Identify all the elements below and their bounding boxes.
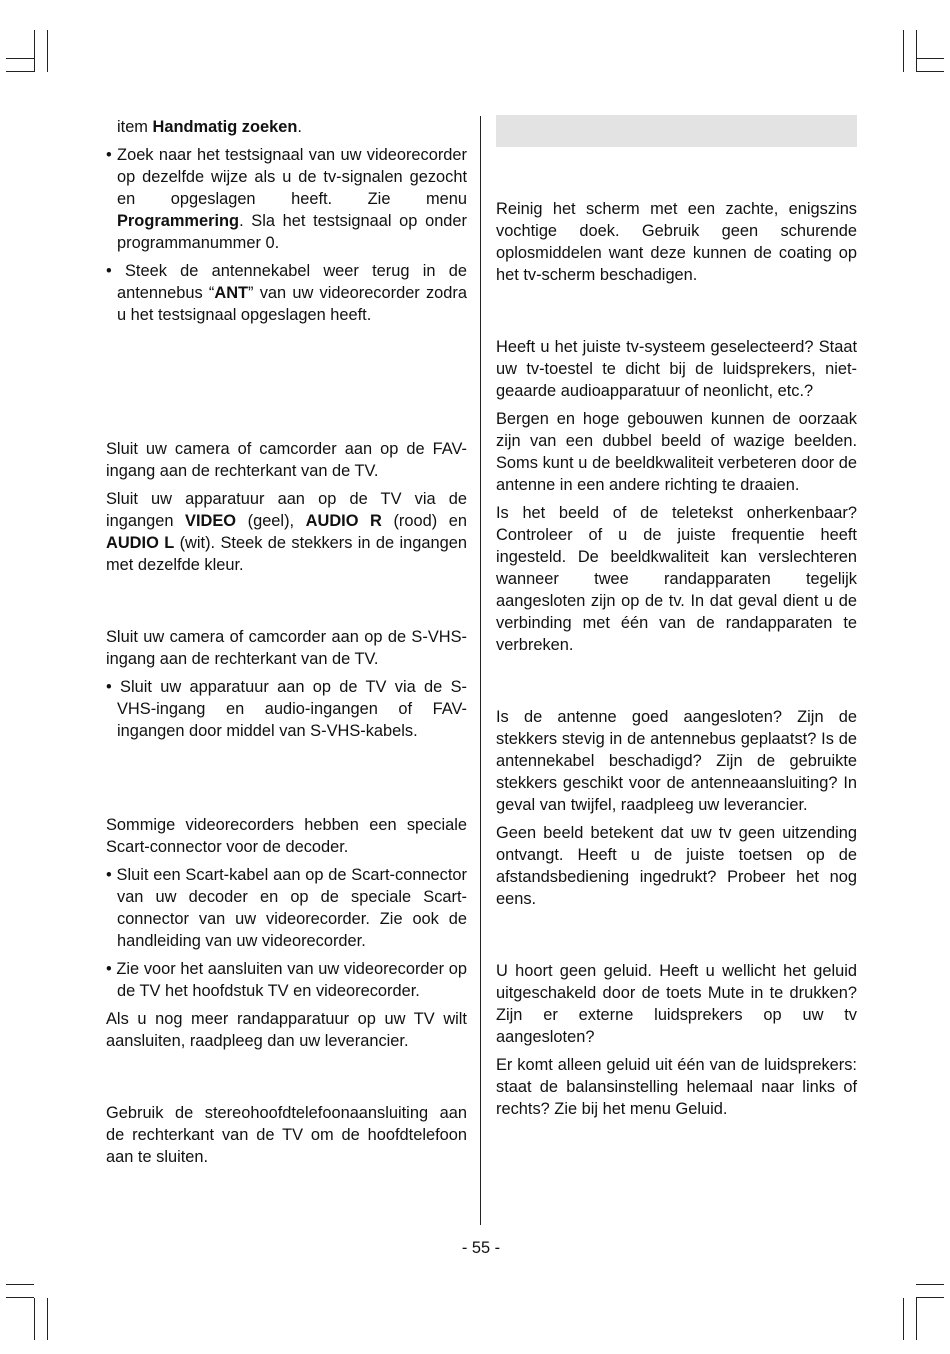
left-column [106, 116, 467, 1174]
bullet-item: • Steek de antennekabel weer terug in de antennebus “ANT” van uw videorecorder zodra u het testsignaal opgeslagen heeft. [106, 262, 467, 324]
crop-mark [34, 30, 35, 72]
paragraph: Als u nog meer randapparatuur op uw TV wilt aansluiten, raadpleeg dan uw leverancier. [106, 1010, 467, 1050]
paragraph: Is de antenne goed aangesloten? Zijn de stekkers stevig in de antennebus geplaatst? Is de antennekabel beschadigd? Zijn de gebruikte stekkers geschikt voor de antenneaansluiting? In geval van twijfel, raadpleeg uw leverancier. [496, 708, 857, 814]
crop-mark [903, 30, 904, 72]
crop-mark [47, 30, 48, 72]
crop-mark [916, 1284, 944, 1285]
paragraph: Sluit uw apparatuur aan op de TV via de ingangen VIDEO (geel), AUDIO R (rood) en AUDIO L (wit). Steek de stekkers in de ingangen met dezelfde kleur. [106, 490, 467, 574]
bullet-item: • Zie voor het aansluiten van uw videorecorder op de TV het hoofdstuk TV en videorecorder. [106, 960, 467, 1000]
paragraph: Heeft u het juiste tv-systeem geselecteerd? Staat uw tv-toestel te dicht bij de luidsprekers, niet-geaarde audioapparatuur of neonlicht, etc.? [496, 338, 857, 400]
crop-mark [34, 1298, 35, 1340]
paragraph: Gebruik de stereohoofdtelefoonaansluiting aan de rechterkant van de TV om de hoofdtelefoon aan te sluiten. [106, 1104, 467, 1166]
crop-mark [903, 1298, 904, 1340]
bullet-item: • Sluit uw apparatuur aan op de TV via de S-VHS-ingang en audio-ingangen of FAV-ingangen door middel van S-VHS-kabels. [106, 678, 467, 740]
paragraph: Er komt alleen geluid uit één van de luidsprekers: staat de balansinstelling helemaal naar links of rechts? Zie bij het menu Geluid. [496, 1056, 857, 1118]
paragraph: Sommige videorecorders hebben een speciale Scart-connector voor de decoder. [106, 816, 467, 856]
crop-mark [6, 58, 34, 59]
right-column [496, 116, 857, 1126]
bullet-item: • Zoek naar het testsignaal van uw videorecorder op dezelfde wijze als u de tv-signalen gezocht en opgeslagen heeft. Zie menu Programmering. Sla het testsignaal op onder programmanummer 0. [106, 146, 467, 252]
crop-mark [916, 71, 944, 72]
crop-mark [6, 1297, 34, 1298]
column-divider [480, 116, 481, 1225]
paragraph: Bergen en hoge gebouwen kunnen de oorzaak zijn van een dubbel beeld of wazige beelden. Soms kunt u de beeldkwaliteit verbeteren door de antenne in een andere richting te draaien. [496, 410, 857, 494]
paragraph: Sluit uw camera of camcorder aan op de S-VHS-ingang aan de rechterkant van de TV. [106, 628, 467, 668]
crop-mark [916, 1297, 944, 1298]
crop-mark [916, 1298, 917, 1340]
crop-mark [6, 71, 34, 72]
paragraph: Reinig het scherm met een zachte, enigszins vochtige doek. Gebruik geen schurende oplosmiddelen want deze kunnen de coating op het tv-scherm beschadigen. [496, 200, 857, 284]
page-number: - 55 - [461, 1239, 501, 1257]
paragraph: Sluit uw camera of camcorder aan op de FAV-ingang aan de rechterkant van de TV. [106, 440, 467, 480]
crop-mark [916, 30, 917, 72]
bullet-item: • Sluit een Scart-kabel aan op de Scart-connector van uw decoder en op de speciale Scart-connector van uw videorecorder. Zie ook de handleiding van uw videorecorder. [106, 866, 467, 950]
paragraph: U hoort geen geluid. Heeft u wellicht het geluid uitgeschakeld door de toets Mute in te drukken? Zijn er externe luidsprekers op uw tv aangesloten? [496, 962, 857, 1046]
paragraph: Geen beeld betekent dat uw tv geen uitzending ontvangt. Heeft u de juiste toetsen op de afstandsbediening ingedrukt? Probeer het nog eens. [496, 824, 857, 908]
paragraph: Is het beeld of de teletekst onherkenbaar? Controleer of u de juiste frequentie heeft ingesteld. De beeldkwaliteit kan verslechteren wanneer twee randapparaten tegelijk aangesloten zijn op de tv. In dat geval dient u de verbinding met één van de randapparaten te verbreken. [496, 504, 857, 654]
crop-mark [916, 58, 944, 59]
paragraph: item Handmatig zoeken. [117, 118, 302, 136]
crop-mark [47, 1298, 48, 1340]
crop-mark [6, 1284, 34, 1285]
